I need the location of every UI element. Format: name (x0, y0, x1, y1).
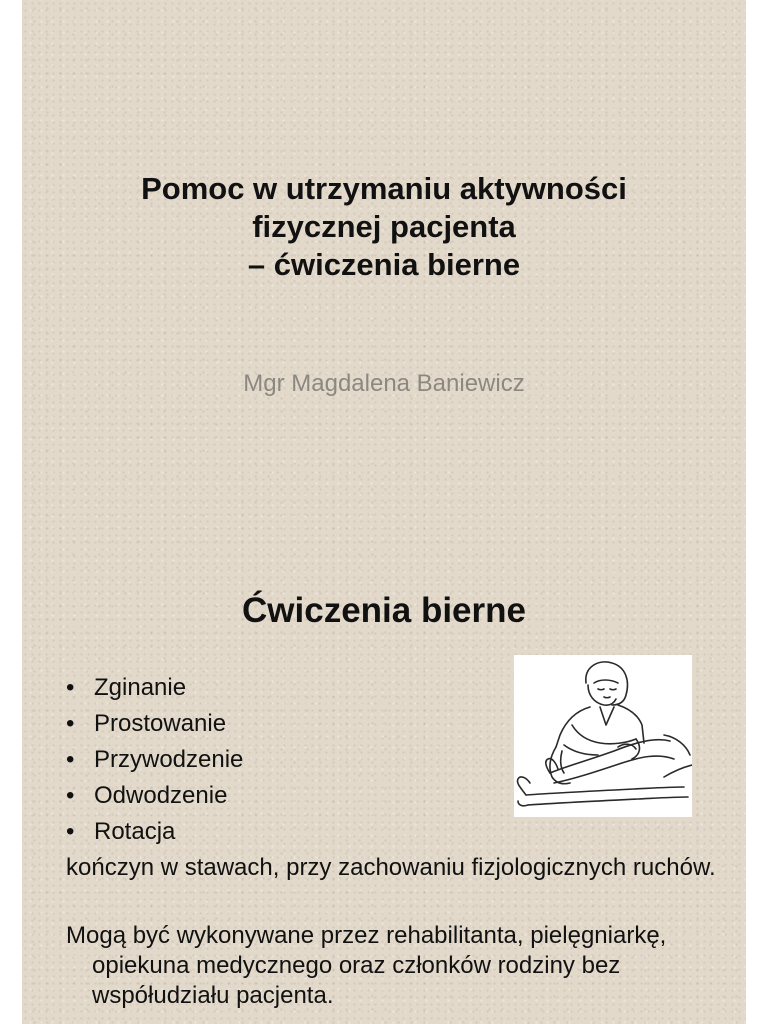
slide-heading: Ćwiczenia bierne (242, 591, 526, 630)
content-slide (22, 543, 746, 1024)
bullet-dot: • (66, 818, 75, 845)
bullet-text: Prostowanie (94, 710, 227, 737)
bullet-item (66, 814, 243, 850)
bullet-item (66, 670, 243, 706)
slide-title (22, 170, 746, 284)
title-line-1: Pomoc w utrzymaniu aktywności (141, 171, 627, 206)
title-line-2: fizycznej pacjenta (252, 209, 516, 244)
bullet-text: Rotacja (94, 818, 176, 845)
paragraph-joints: kończyn w stawach, przy zachowaniu fizjologicznych ruchów. (66, 854, 716, 881)
bullet-item (66, 742, 243, 778)
title-slide (22, 0, 746, 543)
passive-exercise-illustration (514, 655, 692, 817)
title-line-3: – ćwiczenia bierne (247, 247, 521, 282)
bullet-dot: • (66, 710, 75, 737)
bullet-list (66, 670, 243, 850)
bullet-text: Przywodzenie (94, 746, 244, 773)
caregiver-exercising-patient-leg-drawing (514, 655, 692, 817)
bullet-dot: • (66, 746, 75, 773)
bullet-item (66, 706, 243, 742)
bullet-item (66, 778, 243, 814)
slide-subtitle-author: Mgr Magdalena Baniewicz (243, 370, 525, 397)
bullet-text: Zginanie (94, 674, 187, 701)
bullet-dot: • (66, 674, 75, 701)
bullet-dot: • (66, 782, 75, 809)
bullet-text: Odwodzenie (94, 782, 228, 809)
document-page (22, 0, 746, 1024)
paragraph-performers: Mogą być wykonywane przez rehabilitanta, pielęgniarkę, opiekuna medycznego oraz członków rodziny bez współudziału pacjenta. (66, 922, 667, 1009)
